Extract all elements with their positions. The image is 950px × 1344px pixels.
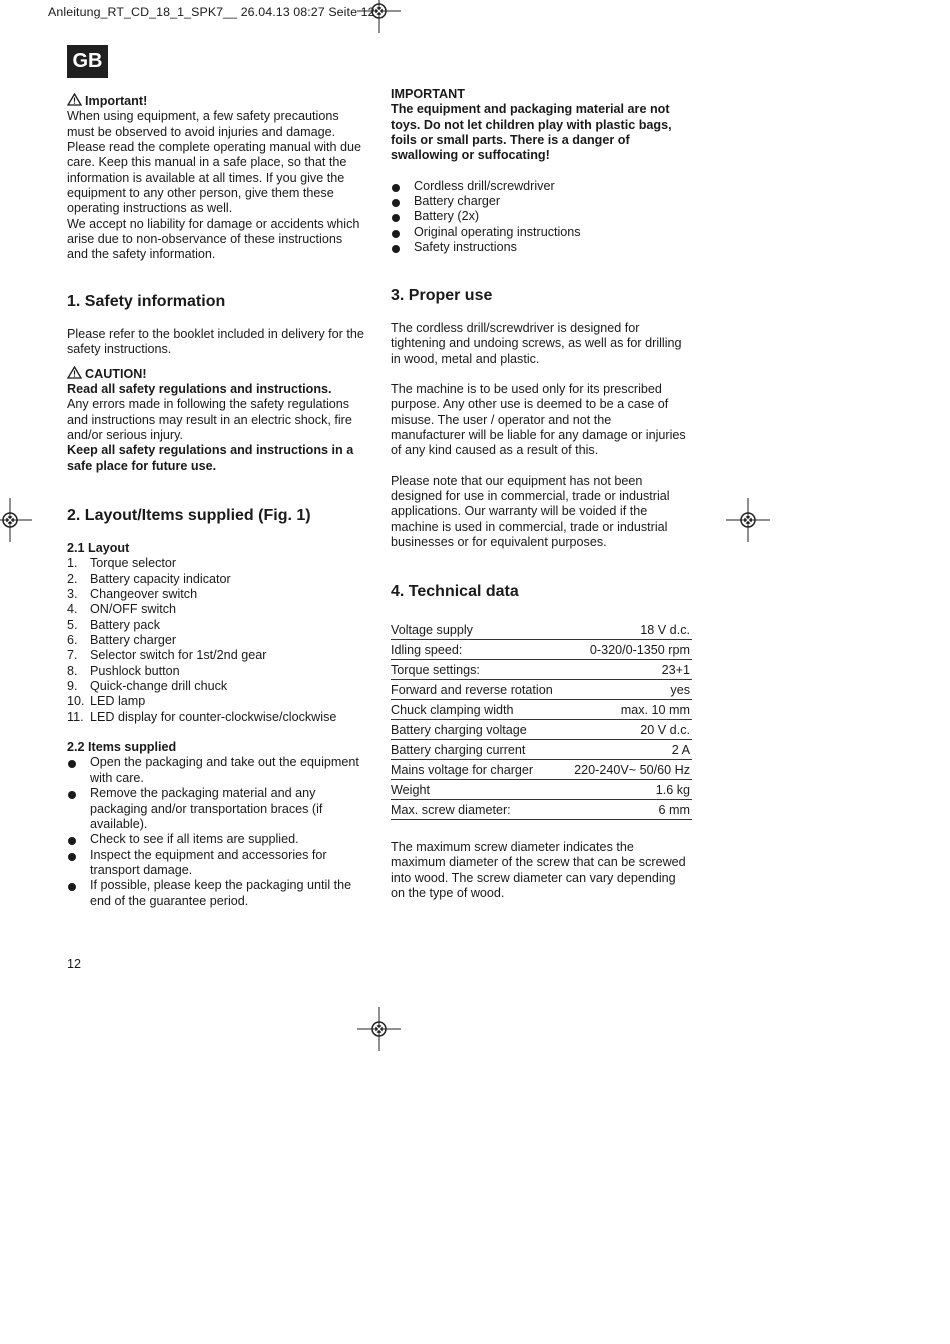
bullet-icon: [392, 199, 400, 207]
registration-mark-icon: [726, 498, 770, 542]
section-3-heading: 3. Proper use: [391, 287, 493, 304]
list-item: 5. Battery pack: [67, 617, 160, 632]
layout-section: [67, 541, 372, 909]
list-item: 4. ON/OFF switch: [67, 602, 177, 617]
page-number: 12: [67, 957, 82, 971]
list-item: Safety instructions: [391, 240, 696, 255]
spec-value: 23+1: [565, 660, 692, 680]
important-notice: [67, 93, 372, 263]
spec-label: Battery charging current: [391, 740, 565, 760]
list-item: Original operating instructions: [391, 225, 696, 240]
spec-value: 2 A: [565, 740, 692, 760]
bullet-icon: [68, 837, 76, 845]
proper-use-line: tightening and undoing screws, as well as for drilling: [391, 336, 682, 351]
table-row: [391, 780, 692, 800]
list-item: Battery charger: [391, 194, 696, 209]
proper-use-line: manufacturer will be liable for any damage or injuries: [391, 428, 686, 443]
list-item: 8. Pushlock button: [67, 663, 180, 678]
list-item: 11. LED display for counter-clockwise/clockwise: [67, 709, 337, 724]
safety-intro-line: safety instructions.: [67, 342, 172, 357]
technical-data-table: [391, 620, 692, 820]
layout-list: [67, 556, 372, 725]
proper-use-line: of any kind caused as a result of this.: [391, 443, 599, 458]
caution-line: Any errors made in following the safety regulations: [67, 397, 350, 412]
bullet-icon: [392, 184, 400, 192]
list-item: If possible, please keep the packaging until the end of the guarantee period.: [67, 878, 372, 909]
technical-note-line: into wood. The screw diameter can vary depending: [391, 870, 676, 885]
proper-use-line: applications. Our warranty will be voided if the: [391, 504, 648, 519]
spec-label: Forward and reverse rotation: [391, 680, 565, 700]
important-line: information is available at all times. If you give the: [67, 170, 345, 185]
language-badge: GB: [67, 45, 108, 78]
important-line: When using equipment, a few safety precautions: [67, 109, 339, 124]
spec-label: Weight: [391, 780, 565, 800]
table-row: [391, 680, 692, 700]
list-item: 2. Battery capacity indicator: [67, 571, 231, 586]
bullet-icon: [68, 883, 76, 891]
proper-use-body: [391, 321, 696, 550]
table-row: [391, 620, 692, 640]
spec-label: Max. screw diameter:: [391, 800, 565, 820]
spec-value: 6 mm: [565, 800, 692, 820]
list-item: Cordless drill/screwdriver: [391, 179, 696, 194]
table-row: [391, 660, 692, 680]
important-right-line: foils or small parts. There is a danger of: [391, 133, 630, 148]
table-row: [391, 740, 692, 760]
table-row: [391, 700, 692, 720]
list-item: Remove the packaging material and any packaging and/or transportation braces (if available).: [67, 786, 372, 832]
table-row: [391, 720, 692, 740]
spec-label: Mains voltage for charger: [391, 760, 565, 780]
warning-triangle-icon: [67, 93, 82, 106]
layout-heading: 2.1 Layout: [67, 541, 130, 555]
spec-value: 20 V d.c.: [565, 720, 692, 740]
list-item: 1. Torque selector: [67, 556, 177, 571]
important-line: Please read the complete operating manual with due: [67, 140, 362, 155]
proper-use-line: in wood, metal and plastic.: [391, 351, 540, 366]
section-2-heading: 2. Layout/Items supplied (Fig. 1): [67, 507, 311, 524]
registration-mark-icon: [357, 0, 401, 33]
proper-use-line: designed for use in commercial, trade or industrial: [391, 489, 670, 504]
list-item: 9. Quick-change drill chuck: [67, 679, 228, 694]
caution-bold-line: Read all safety regulations and instructions.: [67, 382, 332, 397]
caution-bold-line: Keep all safety regulations and instructions in a: [67, 443, 354, 458]
section-4-heading: 4. Technical data: [391, 583, 519, 600]
bullet-icon: [68, 853, 76, 861]
caution-line: and/or serious injury.: [67, 428, 183, 443]
spec-label: Idling speed:: [391, 640, 565, 660]
proper-use-line: Please note that our equipment has not been: [391, 473, 643, 488]
important-line: We accept no liability for damage or accidents which: [67, 216, 360, 231]
important-right-title: IMPORTANT: [391, 87, 465, 101]
spec-label: Voltage supply: [391, 620, 565, 640]
important-line: and the safety information.: [67, 247, 216, 262]
list-item: 3. Changeover switch: [67, 587, 198, 602]
caution-line: and instructions may result in an electric shock, fire: [67, 412, 352, 427]
proper-use-line: businesses or for equivalent purposes.: [391, 535, 607, 550]
spec-value: yes: [565, 680, 692, 700]
bullet-icon: [392, 245, 400, 253]
supplied-heading: 2.2 Items supplied: [67, 740, 177, 755]
technical-note-line: on the type of wood.: [391, 886, 505, 901]
registration-mark-icon: [357, 1007, 401, 1051]
supplied-list: [67, 755, 372, 908]
important-right-line: swallowing or suffocating!: [391, 148, 550, 163]
table-row: [391, 800, 692, 820]
spec-value: max. 10 mm: [565, 700, 692, 720]
important-line: care. Keep this manual in a safe place, so that the: [67, 155, 347, 170]
bullet-icon: [392, 230, 400, 238]
spec-value: 0-320/0-1350 rpm: [565, 640, 692, 660]
list-item: Check to see if all items are supplied.: [67, 832, 372, 847]
important-line: operating instructions as well.: [67, 201, 233, 216]
list-item: 7. Selector switch for 1st/2nd gear: [67, 648, 267, 663]
spec-label: Torque settings:: [391, 660, 565, 680]
technical-data-table-wrap: [391, 620, 692, 820]
list-item: 10. LED lamp: [67, 694, 146, 709]
list-item: Open the packaging and take out the equipment with care.: [67, 755, 372, 786]
spec-label: Chuck clamping width: [391, 700, 565, 720]
bullet-icon: [68, 760, 76, 768]
important-line: equipment to any other person, give them these: [67, 186, 334, 201]
proper-use-line: misuse. The user / operator and not the: [391, 412, 612, 427]
list-item: 6. Battery charger: [67, 633, 177, 648]
important-right-line: The equipment and packaging material are not: [391, 102, 670, 117]
technical-note-line: The maximum screw diameter indicates the: [391, 840, 634, 854]
spec-value: 220-240V~ 50/60 Hz: [565, 760, 692, 780]
list-item: Inspect the equipment and accessories for transport damage.: [67, 848, 372, 879]
caution-bold-line: safe place for future use.: [67, 458, 217, 473]
technical-note: [391, 840, 696, 901]
proper-use-line: purpose. Any other use is deemed to be a case of: [391, 397, 669, 412]
safety-info-body: [67, 327, 372, 474]
important-right: [391, 87, 696, 255]
spec-value: 18 V d.c.: [565, 620, 692, 640]
package-contents-list: [391, 179, 696, 256]
important-line: must be observed to avoid injuries and damage.: [67, 124, 336, 139]
proper-use-line: machine is used in commercial, trade or industrial: [391, 519, 668, 534]
bullet-icon: [68, 791, 76, 799]
bullet-icon: [392, 214, 400, 222]
important-line: arise due to non-observance of these instructions: [67, 232, 343, 247]
spec-value: 1.6 kg: [565, 780, 692, 800]
important-title: Important!: [67, 93, 372, 109]
registration-mark-icon: [0, 498, 32, 542]
safety-intro-line: Please refer to the booklet included in delivery for the: [67, 327, 364, 341]
proper-use-line: The machine is to be used only for its prescribed: [391, 382, 662, 397]
technical-note-line: maximum diameter of the screw that can be screwed: [391, 855, 686, 870]
important-right-line: toys. Do not let children play with plastic bags,: [391, 117, 672, 132]
print-header-line: Anleitung_RT_CD_18_1_SPK7__ 26.04.13 08:27 Seite 12: [48, 5, 375, 19]
table-row: [391, 640, 692, 660]
section-1-heading: 1. Safety information: [67, 293, 226, 310]
warning-triangle-icon: [67, 366, 82, 379]
proper-use-line: The cordless drill/screwdriver is designed for: [391, 321, 640, 335]
table-row: [391, 760, 692, 780]
caution-title: CAUTION!: [67, 366, 372, 382]
spec-label: Battery charging voltage: [391, 720, 565, 740]
list-item: Battery (2x): [391, 209, 696, 224]
